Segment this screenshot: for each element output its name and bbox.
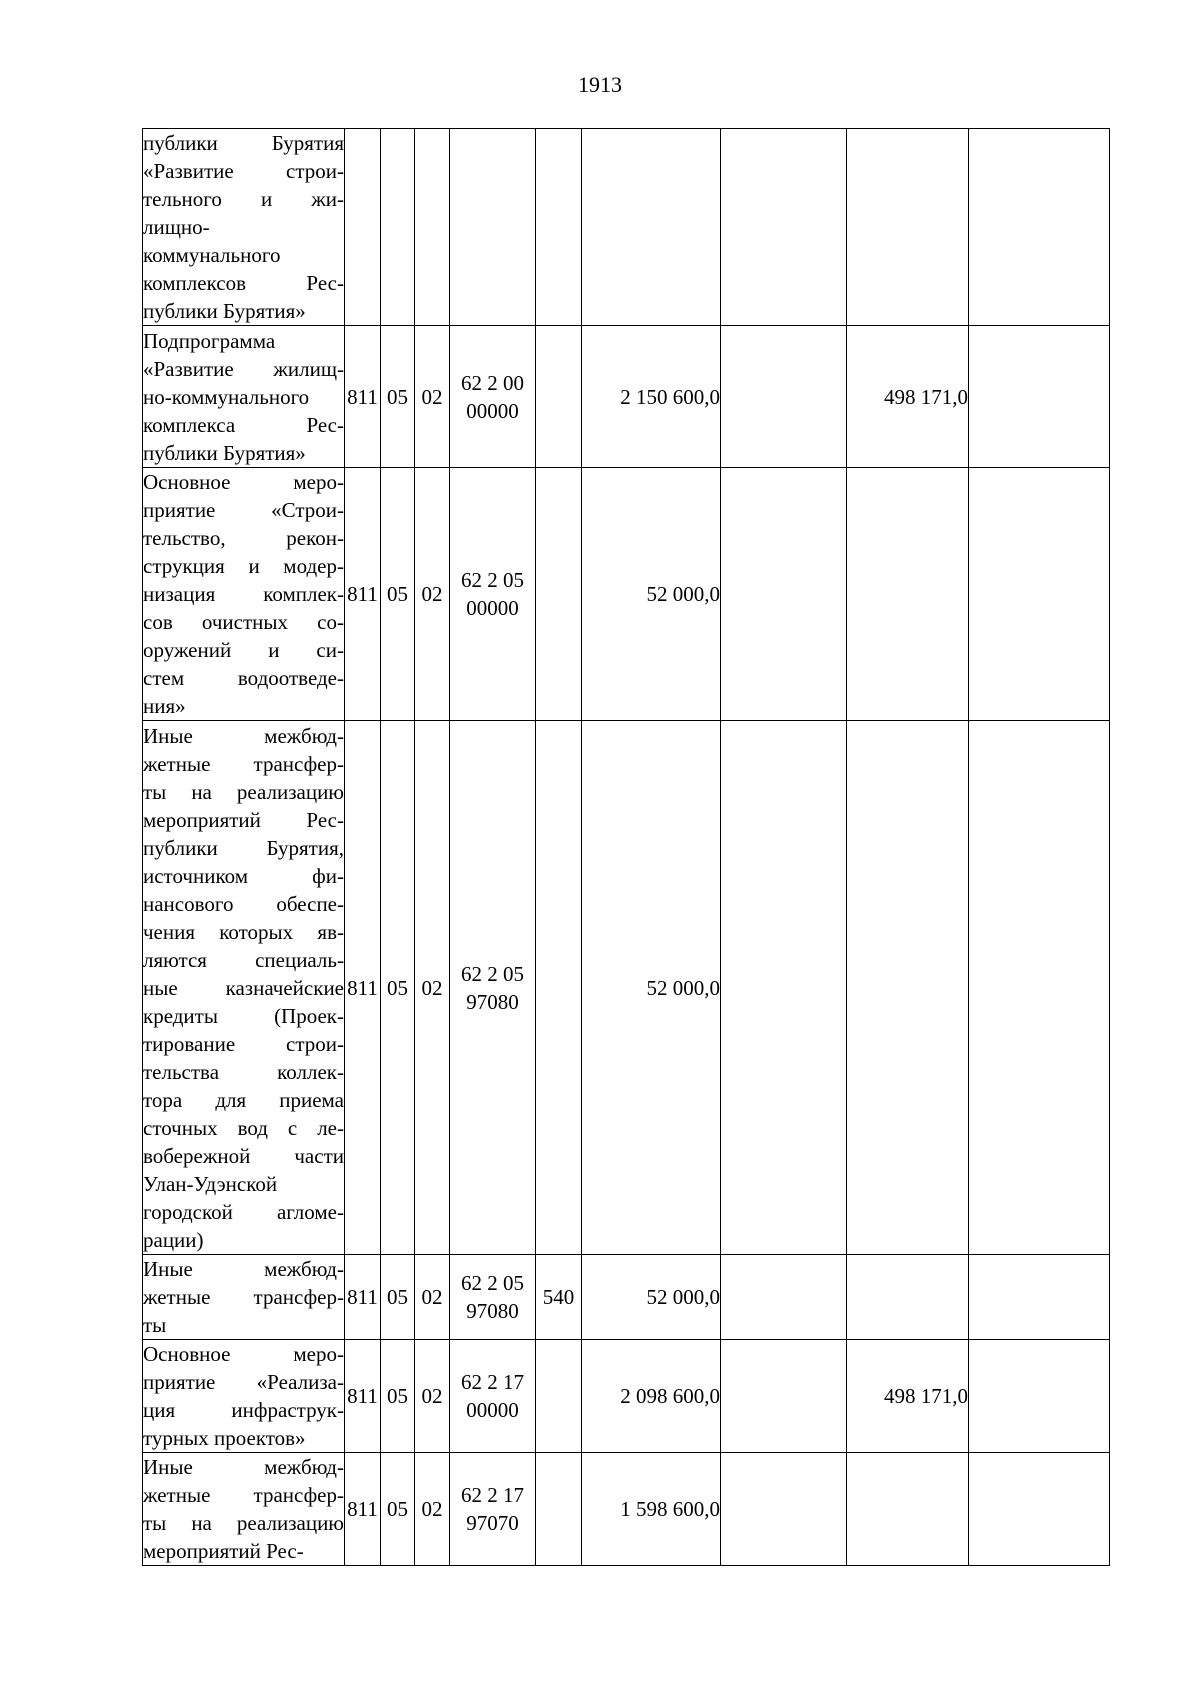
page-number: 1913 [578, 72, 622, 97]
row-name-line: Иные межбюд- [143, 723, 344, 748]
vr-cell [536, 1453, 582, 1566]
rz-cell: 05 [381, 1453, 415, 1566]
amount-cell-3 [847, 129, 969, 326]
row-name-cell [143, 1255, 345, 1340]
row-name-line: ты на реализацию [143, 779, 344, 804]
csr-cell [450, 326, 536, 468]
vr-cell [536, 468, 582, 721]
row-name-line: струкция и модер- [143, 554, 344, 578]
row-name-line: ния» [143, 694, 186, 718]
amount-cell: 2 098 600,0 [582, 1340, 721, 1453]
table-row [143, 468, 1110, 721]
row-name-line: сточных вод с ле- [143, 1115, 344, 1140]
row-name-line: мероприятий Рес- [143, 1539, 304, 1563]
amount-cell: 52 000,0 [582, 1255, 721, 1340]
row-name-line: тора для приема [143, 1087, 344, 1112]
vr-cell: 540 [536, 1255, 582, 1340]
gr-cell: 811 [345, 468, 381, 721]
row-name-line: Иные межбюд- [143, 1455, 344, 1479]
pr-cell [415, 129, 450, 326]
rz-cell: 05 [381, 468, 415, 721]
rz-cell: 05 [381, 326, 415, 468]
amount-cell-3 [847, 721, 969, 1255]
row-name-line: ляются специаль- [143, 947, 344, 972]
empty-cell [969, 721, 1110, 1255]
row-name-line: тирование строи- [143, 1031, 344, 1056]
csr-line: 62 2 00 [461, 370, 524, 395]
csr-cell [450, 721, 536, 1255]
row-name-line: Улан-Удэнской [143, 1171, 278, 1196]
row-name-cell [143, 1453, 345, 1566]
table-row [143, 1340, 1110, 1453]
row-name-line: нансового обеспе- [143, 891, 344, 916]
amount-cell-3: 498 171,0 [847, 1340, 969, 1453]
csr-line: 62 2 05 [461, 1271, 524, 1295]
amount-cell: 2 150 600,0 [582, 326, 721, 468]
row-name-line: источником фи- [143, 863, 344, 888]
vr-cell [536, 721, 582, 1255]
csr-line: 97080 [466, 1299, 519, 1323]
row-name-line: вобережной части [143, 1143, 344, 1168]
row-name-line: публики Бурятия» [143, 299, 306, 323]
row-name-line: кредиты (Проек- [143, 1003, 344, 1028]
csr-line: 97080 [466, 989, 519, 1014]
row-name-line: «Развитие жилищ- [143, 356, 344, 381]
rz-cell: 05 [381, 1340, 415, 1453]
amount-cell-2 [721, 326, 847, 468]
row-name-line: Подпрограмма [143, 328, 276, 353]
pr-cell: 02 [415, 1255, 450, 1340]
row-name-line: оружений и си- [143, 638, 344, 662]
amount-cell-2 [721, 721, 847, 1255]
row-name-line: комплексов Рес- [143, 271, 344, 295]
gr-cell: 811 [345, 721, 381, 1255]
empty-cell [969, 1340, 1110, 1453]
row-name-line: сов очистных со- [143, 610, 344, 634]
table-row [143, 326, 1110, 468]
pr-cell: 02 [415, 721, 450, 1255]
gr-cell: 811 [345, 1453, 381, 1566]
amount-cell: 1 598 600,0 [582, 1453, 721, 1566]
pr-cell: 02 [415, 326, 450, 468]
row-name-cell [143, 129, 345, 326]
pr-cell: 02 [415, 1453, 450, 1566]
gr-cell [345, 129, 381, 326]
empty-cell [969, 1453, 1110, 1566]
vr-cell [536, 326, 582, 468]
row-name-cell [143, 468, 345, 721]
row-name-line: публики Бурятия [143, 131, 344, 155]
csr-line: 00000 [466, 596, 519, 620]
vr-cell [536, 129, 582, 326]
amount-cell-2 [721, 1340, 847, 1453]
csr-line: 62 2 17 [461, 1370, 524, 1394]
row-name-line: ты [143, 1313, 167, 1337]
row-name-line: ные казначейские [143, 975, 344, 1000]
csr-cell [450, 1453, 536, 1566]
row-name-line: Основное меро- [143, 1342, 344, 1366]
empty-cell [969, 326, 1110, 468]
csr-line: 00000 [466, 1398, 519, 1422]
row-name-line: чения которых яв- [143, 919, 344, 944]
budget-table [142, 128, 1110, 1566]
row-name-line: приятие «Реализа- [143, 1370, 344, 1394]
empty-cell [969, 1255, 1110, 1340]
csr-line: 00000 [466, 398, 519, 423]
row-name-line: стем водоотведе- [143, 666, 344, 690]
row-name-line: городской агломе- [143, 1199, 344, 1224]
row-name-line: Основное меро- [143, 470, 344, 494]
amount-cell-2 [721, 1453, 847, 1566]
empty-cell [969, 468, 1110, 721]
row-name-line: тельство, рекон- [143, 526, 344, 550]
rz-cell: 05 [381, 721, 415, 1255]
csr-line: 62 2 17 [461, 1483, 524, 1507]
amount-cell [582, 129, 721, 326]
row-name-line: публики Бурятия, [143, 835, 344, 860]
row-name-line: коммунального [143, 243, 281, 267]
row-name-cell [143, 1340, 345, 1453]
amount-cell: 52 000,0 [582, 468, 721, 721]
rz-cell: 05 [381, 1255, 415, 1340]
row-name-line: но-коммунального [143, 384, 310, 409]
row-name-cell [143, 721, 345, 1255]
table-row [143, 1255, 1110, 1340]
row-name-line: лищно- [143, 215, 210, 239]
pr-cell: 02 [415, 1340, 450, 1453]
amount-cell-3 [847, 468, 969, 721]
amount-cell-3 [847, 1453, 969, 1566]
table-row [143, 721, 1110, 1255]
row-name-line: приятие «Строи- [143, 498, 344, 522]
row-name-line: ция инфраструк- [143, 1398, 344, 1422]
gr-cell: 811 [345, 326, 381, 468]
row-name-line: публики Бурятия» [143, 440, 306, 465]
row-name-line: турных проектов» [143, 1426, 306, 1450]
amount-cell-2 [721, 468, 847, 721]
amount-cell-3 [847, 1255, 969, 1340]
csr-cell [450, 1340, 536, 1453]
gr-cell: 811 [345, 1340, 381, 1453]
table-row [143, 129, 1110, 326]
vr-cell [536, 1340, 582, 1453]
csr-cell [450, 129, 536, 326]
amount-cell-3: 498 171,0 [847, 326, 969, 468]
row-name-line: «Развитие строи- [143, 159, 344, 183]
row-name-line: жетные трансфер- [143, 751, 344, 776]
csr-line: 62 2 05 [461, 961, 524, 986]
row-name-line: тельного и жи- [143, 187, 344, 211]
amount-cell: 52 000,0 [582, 721, 721, 1255]
row-name-line: жетные трансфер- [143, 1483, 344, 1507]
row-name-cell [143, 326, 345, 468]
gr-cell: 811 [345, 1255, 381, 1340]
csr-line: 62 2 05 [461, 568, 524, 592]
csr-line: 97070 [466, 1511, 519, 1535]
table-row [143, 1453, 1110, 1566]
empty-cell [969, 129, 1110, 326]
rz-cell [381, 129, 415, 326]
row-name-line: ты на реализацию [143, 1511, 344, 1535]
row-name-line: низация комплек- [143, 582, 344, 606]
csr-cell [450, 468, 536, 721]
row-name-line: рации) [143, 1227, 204, 1252]
row-name-line: тельства коллек- [143, 1059, 344, 1084]
row-name-line: жетные трансфер- [143, 1285, 344, 1309]
row-name-line: комплекса Рес- [143, 412, 344, 437]
amount-cell-2 [721, 1255, 847, 1340]
row-name-line: Иные межбюд- [143, 1257, 344, 1281]
pr-cell: 02 [415, 468, 450, 721]
amount-cell-2 [721, 129, 847, 326]
row-name-line: мероприятий Рес- [143, 807, 344, 832]
csr-cell [450, 1255, 536, 1340]
